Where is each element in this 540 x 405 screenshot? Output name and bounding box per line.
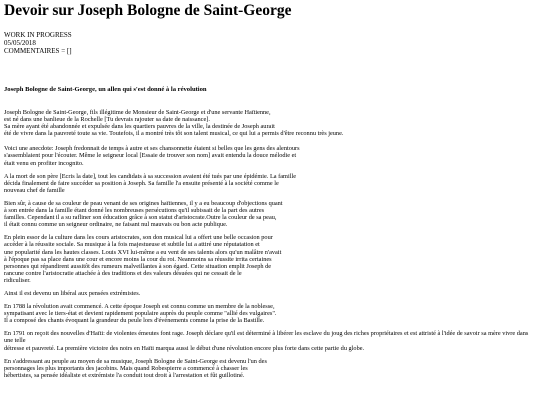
meta-date: 05/05/2018: [4, 39, 36, 47]
paragraph-4: Bien sûr, à cause de sa couleur de peau venant de ses origines haïtiennes, il y a eu beaucoup d'objections quant à son entrée dans la famille étant donné les nombreuses persécutions qu'il subissait de la part des autres familles. Cependant il a su rafliner son éducation grâce à son statut d'aristocrate.Outre la couleur de sa peau, il était connu comme un seigneur ordinaire, ne faisant nul mauvais ou bon acte publique.: [4, 199, 283, 229]
document-subtitle: Joseph Bologne de Saint-George, un allen qui s'est donné à la révolution: [4, 86, 207, 93]
meta-status: WORK IN PROGRESS: [4, 31, 72, 39]
paragraph-2: Voici une anecdote: Joseph fredonnait de temps à autre et ses chansonnette étaient si belles que les gens des alentours s'assemblaient pour l'écouter. Même le seigneur local [Essaie de trouver son nom] avait entendu la douce mélodie et était venu en profiter incognito.: [4, 145, 300, 167]
meta-comments: COMMENTAIRES = []: [4, 47, 72, 55]
paragraph-6: Ainsi il est devenu un libéral aux pensées extrémistes.: [4, 289, 141, 297]
paragraph-5: En plein essor de la culture dans les cours aristocrates, son don musical lui a offert une belle occasion pour accéder à la réussite sociale. Sa musique à la fois majestueuse et subtile lui a attiré une réputatation et une popularité dans les hautes classes. Louis XVI lui-même a eu vent de ses talents alors qu'un malâtre n'avait à l'époque pas sa place dans une cour et encore moins la cour du roi. Neanmoins sa réussite irrita certaines personnes qui répandirent aussitôt des rumeurs malveillantes à son égard. Cette situation emplit Joseph de rancune contre l'aristocratie attachée à des traditions et des valeurs désuées qui ne cessait de le ridiculiser.: [4, 234, 282, 284]
document-meta: [4, 31, 536, 55]
paragraph-9: En s'addressant au peuple au moyen de sa musique, Joseph Bologne de Saint-George est devenu l'un des personnages les plus importants des jacobins. Mais quand Robespierre a commencé à chasser les hébertistes, sa pensée idéaliste et extrémiste l'a conduit tout droit à l'arrestation et fût guillotiné.: [4, 357, 267, 379]
document-title: Devoir sur Joseph Bologne de Saint-George: [4, 2, 292, 19]
paragraph-7: En 1788 la révolution avait commencé. A cette époque Joseph est connu comme un membre de la noblesse, sympatisant avec le tiers-état et devient rapidement populaire auprès du peuple comme "allié des vulgaires". Il a composé des chants évoquant la grandeur du peule lors d'événements comme la prise de la Bastille.: [4, 303, 277, 325]
paragraph-1: Joseph Bologne de Saint-George, fils illégitime de Monsieur de Saint-George et d'une servante Haïtienne, est né dans une banlieue de la Rochelle [Tu devrais rajouter sa date de naissance]. Sa mère ayant été abandonnée et expulsée dans les quartiers pauvres de la ville, la destinée de Joseph aurait été de vivre dans la pauvreté toute sa vie. Toutefois, il a montré très tôt son talent musical, ce qui lui a permis d'être reconnu très jeune.: [4, 109, 344, 138]
paragraph-8: En 1791 on reçoit des nouvelles d'Haïti: de violentes émeutes font rage. Joseph déclare qu'il est déterminé à libérer les esclave du joug des riches propriétaires et est attristé à l'idée de savoir sa mère vivre dans une telle détresse et pauvreté. La première victoire des noirs en Haïti marqua aussi le début d'une révolution encore plus forte dans cette partie du globe.: [4, 330, 529, 352]
document-body: [4, 109, 536, 379]
paragraph-3: A la mort de son père [Ecris la date], tout les candidats à sa succession avaient été tués par une épidémie. La famille décida finalement de faire succéder sa position à Joseph. Sa famille l'a ensuite présenté à la société comme le nouveau chef de famille: [4, 172, 296, 194]
